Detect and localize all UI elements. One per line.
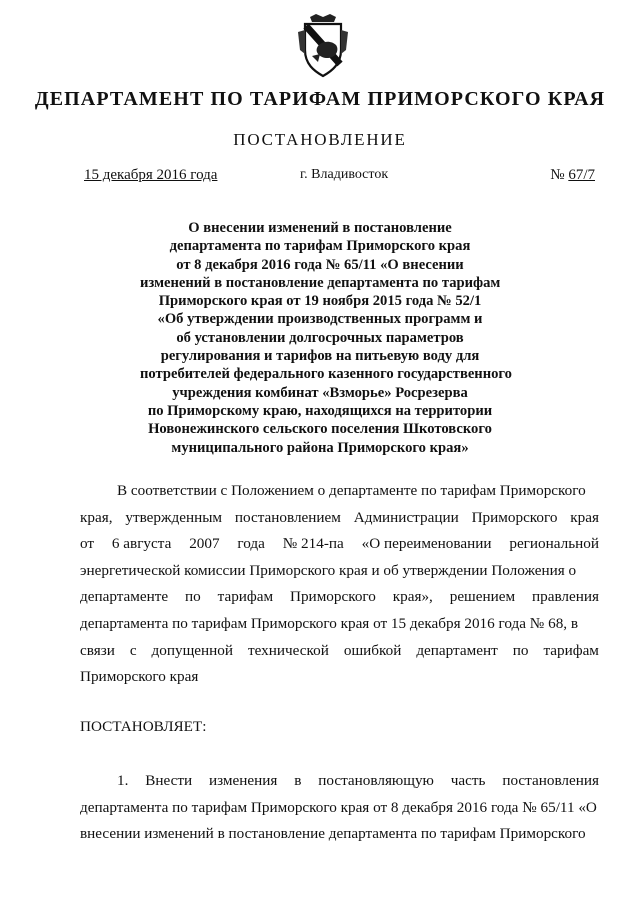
text-word: Приморского bbox=[471, 508, 558, 526]
text-word: Администрации bbox=[353, 508, 459, 526]
text-word: Приморского bbox=[290, 588, 376, 606]
text-line bbox=[80, 558, 599, 585]
text-word: региональной bbox=[509, 535, 599, 553]
title-line: Приморского края от 19 ноября 2015 года № 52/1 bbox=[158, 293, 482, 310]
text-word: № 214-па bbox=[282, 535, 344, 553]
text-word: «О переименовании bbox=[361, 535, 492, 553]
text-word: Приморского края bbox=[80, 668, 199, 686]
title-line: по Приморскому краю, находящихся на территории bbox=[147, 402, 493, 419]
title-line: учреждения комбинат «Взморье» Росрезерва bbox=[172, 384, 468, 401]
text-line bbox=[80, 478, 599, 505]
department-heading: ДЕПАРТАМЕНТ ПО ТАРИФАМ ПРИМОРСКОГО КРАЯ bbox=[34, 88, 606, 110]
text-word: тарифам bbox=[217, 588, 274, 606]
item-1-paragraph bbox=[80, 768, 599, 848]
text-word: технической bbox=[248, 641, 329, 659]
text-word: тарифам bbox=[543, 641, 599, 659]
text-word: 6 августа bbox=[111, 535, 172, 553]
text-word: 1. bbox=[117, 772, 129, 789]
document-type: ПОСТАНОВЛЕНИЕ bbox=[233, 130, 407, 149]
text-word: 2007 bbox=[189, 535, 220, 553]
title-line: муниципального района Приморского края» bbox=[171, 439, 469, 456]
text-line bbox=[80, 584, 599, 611]
title-line: об установлении долгосрочных параметров bbox=[176, 329, 464, 346]
text-word: Внести bbox=[145, 772, 193, 789]
text-word: от bbox=[80, 535, 95, 553]
title-line: департамента по тарифам Приморского края bbox=[169, 238, 471, 255]
text-word: департамента по тарифам Приморского края от 15 декабря 2016 года № 68, в bbox=[80, 614, 579, 632]
text-word: по bbox=[512, 641, 529, 659]
text-word: департаменте bbox=[80, 588, 169, 606]
text-word: края bbox=[570, 508, 599, 526]
text-line bbox=[80, 505, 599, 532]
text-word: департамента по тарифам Приморского края от 8 декабря 2016 года № 65/11 «О bbox=[80, 798, 597, 816]
text-word: внесении изменений в постановление департамента по тарифам Приморского bbox=[80, 825, 586, 843]
text-line bbox=[80, 531, 599, 558]
text-word: энергетической комиссии Приморского края и об утверждении Положения о bbox=[80, 561, 577, 579]
text-line bbox=[80, 664, 599, 691]
preamble-paragraph bbox=[80, 478, 599, 691]
text-word: изменения bbox=[209, 772, 278, 789]
title-line: от 8 декабря 2016 года № 65/11 «О внесении bbox=[176, 256, 464, 273]
text-word: связи bbox=[80, 641, 115, 659]
text-word: ошибкой bbox=[343, 641, 402, 659]
text-line bbox=[80, 638, 599, 665]
text-word: постановляющую bbox=[318, 772, 434, 789]
text-word: решением bbox=[449, 588, 516, 606]
text-word: постановления bbox=[502, 772, 599, 789]
title-line: регулирования и тарифов на питьевую воду для bbox=[160, 348, 480, 365]
text-line bbox=[80, 821, 599, 848]
title-line: О внесении изменений в постановление bbox=[188, 220, 452, 236]
text-word: по bbox=[185, 588, 201, 606]
text-word: края», bbox=[392, 588, 433, 606]
text-line bbox=[80, 795, 599, 822]
text-word: департамент bbox=[416, 641, 498, 659]
coat-of-arms-emblem bbox=[296, 10, 350, 80]
text-word: допущенной bbox=[151, 641, 234, 659]
document-number bbox=[550, 167, 595, 184]
title-line: изменений в постановление департамента по тарифам bbox=[140, 274, 501, 291]
text-word: в bbox=[294, 772, 302, 789]
title-line: потребителей федерального казенного государственного bbox=[140, 366, 512, 383]
text-word: года bbox=[237, 535, 265, 553]
title-line: «Об утверждении производственных программ и bbox=[157, 311, 483, 328]
document-date: 15 декабря 2016 года bbox=[84, 167, 218, 183]
text-word: утвержденным bbox=[125, 508, 223, 526]
text-word: часть bbox=[450, 772, 486, 789]
document-city: г. Владивосток bbox=[300, 167, 389, 182]
text-word: правления bbox=[531, 588, 599, 606]
number-value: 67/7 bbox=[568, 167, 595, 183]
text-line bbox=[80, 611, 599, 638]
document-title bbox=[140, 219, 512, 457]
number-prefix: № bbox=[550, 167, 565, 183]
text-word: края, bbox=[80, 508, 113, 526]
text-word: с bbox=[129, 641, 137, 659]
text-word: постановлением bbox=[234, 508, 341, 526]
resolves-heading: ПОСТАНОВЛЯЕТ: bbox=[80, 718, 207, 735]
title-line: Новонежинского сельского поселения Шкотовского bbox=[148, 421, 492, 438]
text-word: В соответствии с Положением о департаменте по тарифам Приморского bbox=[117, 482, 586, 499]
text-line bbox=[80, 768, 599, 795]
